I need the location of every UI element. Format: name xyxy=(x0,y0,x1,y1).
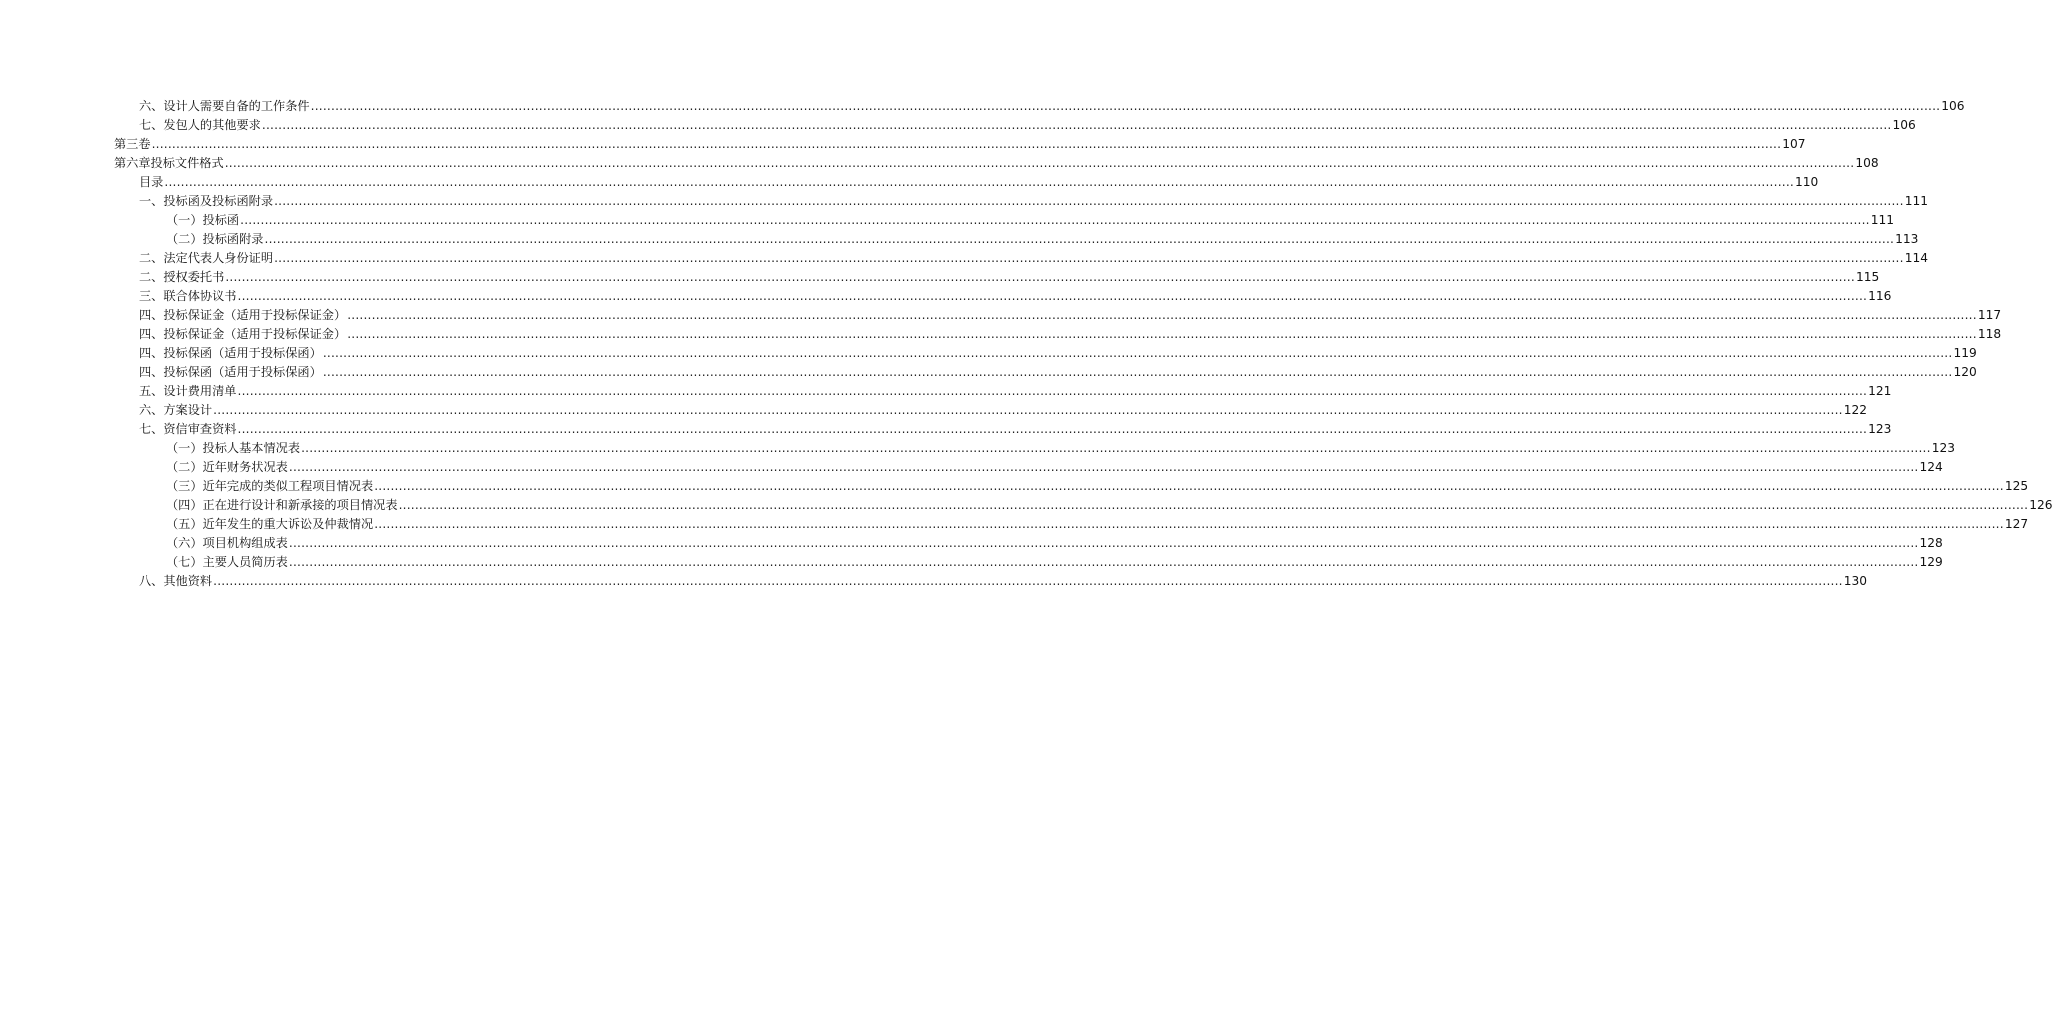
toc-dot-leader: ................................................................................................................................................................................................................................................................................................................................................................................................................ xyxy=(288,460,1919,474)
toc-entry[interactable] xyxy=(139,380,1892,399)
toc-dot-leader: ................................................................................................................................................................................................................................................................................................................................................................................................................ xyxy=(224,156,1855,170)
toc-entry[interactable] xyxy=(166,456,1943,475)
toc-entry[interactable] xyxy=(166,513,2029,532)
toc-entry-label: （二）近年财务状况表 xyxy=(166,460,288,474)
toc-entry-label: 一、投标函及投标函附录 xyxy=(139,194,274,208)
toc-dot-leader: ................................................................................................................................................................................................................................................................................................................................................................................................................ xyxy=(240,213,1870,227)
toc-entry[interactable] xyxy=(139,95,1965,114)
toc-entry-label: （六）项目机构组成表 xyxy=(166,536,288,550)
toc-entry[interactable] xyxy=(139,304,2002,323)
toc-dot-leader: ................................................................................................................................................................................................................................................................................................................................................................................................................ xyxy=(347,308,1977,322)
toc-entry-page: 129 xyxy=(1919,555,1943,569)
toc-entry-label: 六、设计人需要自备的工作条件 xyxy=(139,99,310,113)
toc-entry-page: 110 xyxy=(1795,175,1819,189)
toc-entry-label: 五、设计费用清单 xyxy=(139,384,237,398)
toc-entry[interactable] xyxy=(114,133,1806,152)
toc-entry[interactable] xyxy=(166,475,2029,494)
toc-entry[interactable] xyxy=(139,323,2002,342)
toc-entry-label: （五）近年发生的重大诉讼及仲裁情况 xyxy=(166,517,374,531)
toc-dot-leader: ................................................................................................................................................................................................................................................................................................................................................................................................................ xyxy=(164,175,1794,189)
toc-entry-page: 113 xyxy=(1895,232,1919,246)
toc-entry-page: 130 xyxy=(1843,574,1868,588)
toc-entry[interactable] xyxy=(166,437,1955,456)
toc-entry-label: 第三卷 xyxy=(114,137,151,151)
toc-entry-label: （二）投标函附录 xyxy=(166,232,264,246)
toc-dot-leader: ................................................................................................................................................................................................................................................................................................................................................................................................................ xyxy=(225,270,1855,284)
toc-dot-leader: ................................................................................................................................................................................................................................................................................................................................................................................................................ xyxy=(151,137,1782,151)
toc-dot-leader: ................................................................................................................................................................................................................................................................................................................................................................................................................ xyxy=(322,365,1953,379)
toc-entry-label: 四、投标保函（适用于投标保函） xyxy=(139,365,322,379)
toc-dot-leader: ................................................................................................................................................................................................................................................................................................................................................................................................................ xyxy=(261,118,1892,132)
toc-entry[interactable] xyxy=(139,285,1892,304)
toc-entry-label: 六、方案设计 xyxy=(139,403,213,417)
toc-entry[interactable] xyxy=(166,494,2052,513)
toc-entry-page: 118 xyxy=(1977,327,2002,341)
toc-dot-leader: ................................................................................................................................................................................................................................................................................................................................................................................................................ xyxy=(374,479,2004,493)
toc-entry-label: 八、其他资料 xyxy=(139,574,213,588)
toc-dot-leader: ................................................................................................................................................................................................................................................................................................................................................................................................................ xyxy=(237,422,1868,436)
toc-entry[interactable] xyxy=(166,209,1895,228)
toc-entry[interactable] xyxy=(139,361,1977,380)
toc-entry[interactable] xyxy=(139,266,1880,285)
toc-dot-leader: ................................................................................................................................................................................................................................................................................................................................................................................................................ xyxy=(274,251,1904,265)
toc-dot-leader: ................................................................................................................................................................................................................................................................................................................................................................................................................ xyxy=(237,384,1868,398)
toc-dot-leader: ................................................................................................................................................................................................................................................................................................................................................................................................................ xyxy=(274,194,1904,208)
toc-entry[interactable] xyxy=(139,570,1868,589)
toc-entry-label: 七、发包人的其他要求 xyxy=(139,118,261,132)
toc-dot-leader: ................................................................................................................................................................................................................................................................................................................................................................................................................ xyxy=(213,574,1843,588)
toc-entry-page: 106 xyxy=(1941,99,1965,113)
toc-entry-page: 114 xyxy=(1904,251,1928,265)
toc-entry-label: （七）主要人员简历表 xyxy=(166,555,288,569)
toc-dot-leader: ................................................................................................................................................................................................................................................................................................................................................................................................................ xyxy=(322,346,1953,360)
toc-entry-page: 111 xyxy=(1904,194,1928,208)
toc-dot-leader: ................................................................................................................................................................................................................................................................................................................................................................................................................ xyxy=(398,498,2029,512)
toc-entry-label: 目录 xyxy=(139,175,164,189)
toc-entry[interactable] xyxy=(166,532,1943,551)
toc-dot-leader: ................................................................................................................................................................................................................................................................................................................................................................................................................ xyxy=(288,536,1919,550)
toc-entry[interactable] xyxy=(139,114,1916,133)
toc-entry-page: 127 xyxy=(2004,517,2029,531)
toc-entry-page: 121 xyxy=(1868,384,1892,398)
toc-dot-leader: ................................................................................................................................................................................................................................................................................................................................................................................................................ xyxy=(310,99,1941,113)
toc-entry-label: 二、法定代表人身份证明 xyxy=(139,251,274,265)
toc-entry-page: 124 xyxy=(1919,460,1943,474)
toc-entry[interactable] xyxy=(139,342,1977,361)
toc-entry-page: 125 xyxy=(2004,479,2029,493)
toc-entry[interactable] xyxy=(139,399,1868,418)
toc-entry-label: （一）投标人基本情况表 xyxy=(166,441,301,455)
toc-entry-page: 107 xyxy=(1782,137,1806,151)
toc-entry-label: 第六章投标文件格式 xyxy=(114,156,224,170)
toc-entry-page: 111 xyxy=(1870,213,1895,227)
toc-entry-page: 115 xyxy=(1855,270,1880,284)
toc-entry-page: 108 xyxy=(1855,156,1879,170)
toc-entry-label: 二、授权委托书 xyxy=(139,270,225,284)
toc-entry-page: 123 xyxy=(1868,422,1892,436)
toc-entry-label: 四、投标保证金（适用于投标保证金） xyxy=(139,327,347,341)
toc-dot-leader: ................................................................................................................................................................................................................................................................................................................................................................................................................ xyxy=(213,403,1843,417)
toc-entry-label: （四）正在进行设计和新承接的项目情况表 xyxy=(166,498,398,512)
toc-entry-label: 七、资信审查资料 xyxy=(139,422,237,436)
toc-entry-label: （三）近年完成的类似工程项目情况表 xyxy=(166,479,374,493)
toc-entry[interactable] xyxy=(139,247,1928,266)
toc-entry[interactable] xyxy=(166,551,1943,570)
toc-entry-label: （一）投标函 xyxy=(166,213,240,227)
toc-dot-leader: ................................................................................................................................................................................................................................................................................................................................................................................................................ xyxy=(264,232,1895,246)
toc-entry-page: 120 xyxy=(1953,365,1977,379)
toc-dot-leader: ................................................................................................................................................................................................................................................................................................................................................................................................................ xyxy=(237,289,1868,303)
toc-entry[interactable] xyxy=(139,171,1819,190)
toc-dot-leader: ................................................................................................................................................................................................................................................................................................................................................................................................................ xyxy=(301,441,1931,455)
toc-entry-page: 126 xyxy=(2029,498,2052,512)
toc-entry[interactable] xyxy=(166,228,1919,247)
toc-entry-page: 128 xyxy=(1919,536,1943,550)
toc-entry[interactable] xyxy=(114,152,1879,171)
toc-entry[interactable] xyxy=(139,190,1928,209)
toc-entry-page: 119 xyxy=(1953,346,1977,360)
toc-entry-label: 四、投标保证金（适用于投标保证金） xyxy=(139,308,347,322)
toc-entry-page: 106 xyxy=(1892,118,1916,132)
toc-entry-label: 四、投标保函（适用于投标保函） xyxy=(139,346,322,360)
toc-dot-leader: ................................................................................................................................................................................................................................................................................................................................................................................................................ xyxy=(374,517,2004,531)
toc-dot-leader: ................................................................................................................................................................................................................................................................................................................................................................................................................ xyxy=(347,327,1977,341)
toc-entry[interactable] xyxy=(139,418,1892,437)
toc-dot-leader: ................................................................................................................................................................................................................................................................................................................................................................................................................ xyxy=(288,555,1919,569)
toc-entry-page: 117 xyxy=(1977,308,2002,322)
toc-entry-page: 123 xyxy=(1931,441,1955,455)
toc-entry-page: 116 xyxy=(1868,289,1892,303)
toc-entry-label: 三、联合体协议书 xyxy=(139,289,237,303)
toc-entry-page: 122 xyxy=(1843,403,1868,417)
